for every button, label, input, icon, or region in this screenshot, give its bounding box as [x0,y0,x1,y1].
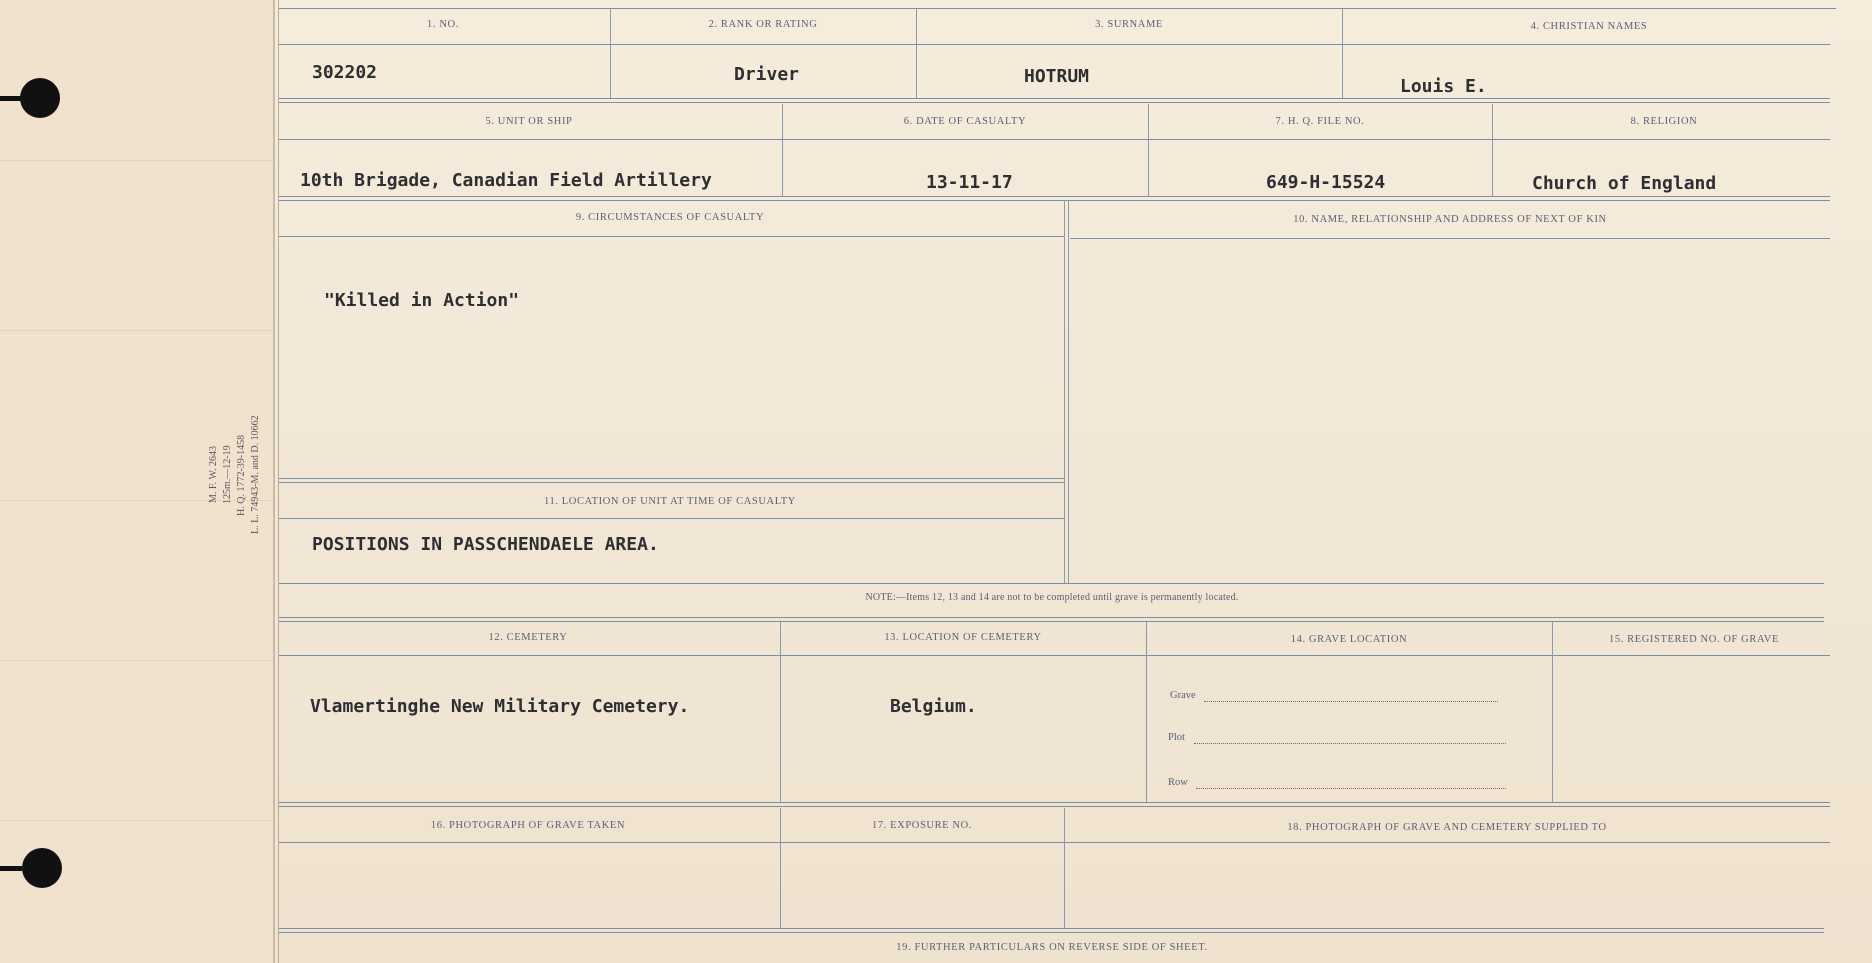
plot-field-line [1194,742,1506,744]
label-rank: 2. RANK OR RATING [708,19,818,30]
row-field-label: Row [1168,777,1188,788]
label-circumstances: 9. CIRCUMSTANCES OF CASUALTY [575,212,765,223]
value-hq-file: 649-H-15524 [1266,172,1386,193]
grave-field-label: Grave [1170,690,1196,701]
value-unit: 10th Brigade, Canadian Field Artillery [300,170,712,191]
value-location-cemetery: Belgium. [890,696,977,717]
label-surname: 3. SURNAME [1095,19,1163,30]
grave-field-line [1204,700,1498,702]
value-surname: HOTRUM [1024,66,1090,87]
label-christian-names: 4. CHRISTIAN NAMES [1530,21,1648,32]
label-grave-location: 14. GRAVE LOCATION [1290,634,1408,645]
label-religion: 8. RELIGION [1630,116,1698,127]
print-line-4: L. L. 74943-M. and D. 10662 [250,415,261,535]
label-photo-taken: 16. PHOTOGRAPH OF GRAVE TAKEN [430,820,626,831]
label-hq-file: 7. H. Q. FILE NO. [1275,116,1365,127]
form-body [276,0,1872,963]
value-no: 302202 [312,62,378,83]
label-unit: 5. UNIT OR SHIP [485,116,573,127]
value-christian-names: Louis E. [1400,76,1487,97]
label-date-casualty: 6. DATE OF CASUALTY [903,116,1027,127]
value-circumstances: "Killed in Action" [324,290,520,311]
print-line-1: M. F. W. 2643 [208,446,219,504]
label-cemetery: 12. CEMETERY [488,632,568,643]
punch-hole-top-tail [0,96,22,101]
print-line-3: H. Q. 1772-39-1458 [236,434,247,516]
label-registered-no: 15. REGISTERED NO. OF GRAVE [1608,634,1779,645]
label-exposure-no: 17. EXPOSURE NO. [871,820,973,831]
punch-hole-bottom-tail [0,866,22,871]
print-line-2: 125m.—12-19 [222,445,233,505]
label-photo-supplied: 18. PHOTOGRAPH OF GRAVE AND CEMETERY SUPPLIED TO [1287,822,1607,833]
punch-hole-top [20,78,60,118]
value-cemetery: Vlamertinghe New Military Cemetery. [310,696,690,717]
label-location-unit: 11. LOCATION OF UNIT AT TIME OF CASUALTY [544,496,796,507]
punch-hole-bottom [22,848,62,888]
row-field-line [1196,787,1506,789]
label-no: 1. NO. [427,19,459,30]
label-further-particulars: 19. FURTHER PARTICULARS ON REVERSE SIDE OF SHEET. [896,942,1208,953]
value-date-casualty: 13-11-17 [926,172,1013,193]
note-text: NOTE:—Items 12, 13 and 14 are not to be completed until grave is permanently located. [865,592,1239,603]
form-print-reference [200,380,270,570]
label-next-of-kin: 10. NAME, RELATIONSHIP AND ADDRESS OF NEXT OF KIN [1293,214,1607,225]
label-location-cemetery: 13. LOCATION OF CEMETERY [884,632,1042,643]
value-rank: Driver [734,64,800,85]
plot-field-label: Plot [1168,732,1185,743]
value-religion: Church of England [1532,173,1717,194]
value-location-unit: POSITIONS IN PASSCHENDAELE AREA. [312,534,659,555]
